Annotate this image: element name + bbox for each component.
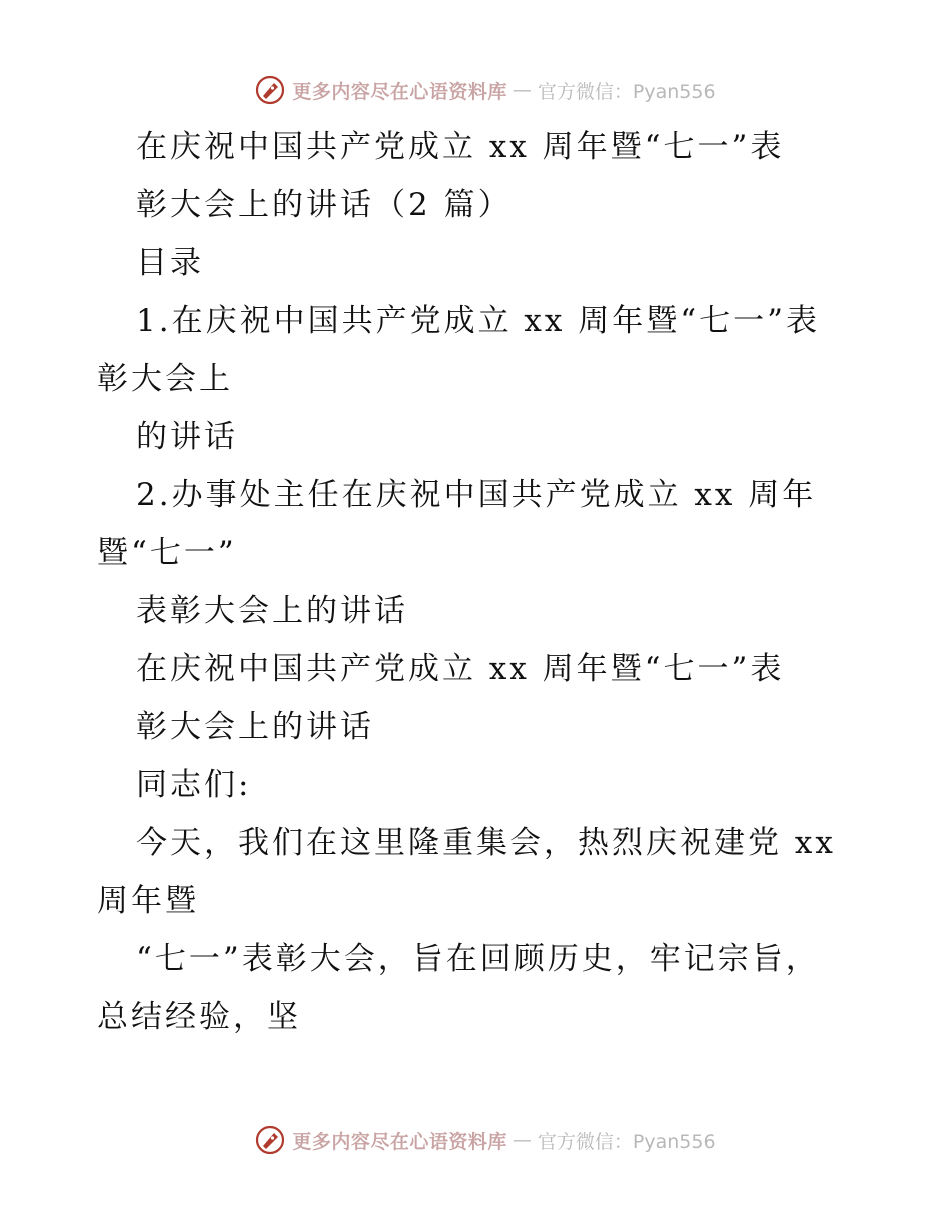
doc-title-line-2: 彰大会上的讲话（2 篇） [136, 187, 512, 223]
salutation: 同志们: [136, 767, 252, 803]
watermark-group [254, 74, 715, 106]
toc-item-1-line-3: 的讲话 [136, 419, 238, 455]
paragraph-line-2: 周年暨 [97, 883, 199, 919]
watermark-separator: — [512, 1129, 532, 1151]
header-watermark [0, 70, 950, 110]
toc-heading: 目录 [136, 245, 204, 281]
watermark-group [254, 1124, 715, 1156]
watermark-contact: 官方微信：Pyan556 [537, 1130, 716, 1153]
section-title-line-2: 彰大会上的讲话 [136, 709, 374, 745]
doc-title-line-1: 在庆祝中国共产党成立 xx 周年暨“七一”表 [136, 129, 785, 165]
footer-watermark [0, 1120, 950, 1160]
watermark-brand: 更多内容尽在心语资料库 [292, 80, 507, 103]
toc-item-2-line-1: 2.办事处主任在庆祝中国共产党成立 xx 周年 [136, 477, 817, 513]
toc-item-1-line-2: 彰大会上 [97, 361, 233, 397]
pen-nib-logo-icon [254, 1124, 286, 1156]
paragraph-line-4: 总结经验，坚 [97, 999, 301, 1035]
watermark-separator: — [512, 79, 532, 101]
pen-nib-logo-icon [254, 74, 286, 106]
paragraph-line-3: “七一”表彰大会，旨在回顾历史，牢记宗旨， [136, 941, 820, 977]
toc-item-2-line-3: 表彰大会上的讲话 [136, 593, 408, 629]
toc-item-2-line-2: 暨“七一” [97, 535, 237, 571]
section-title-line-1: 在庆祝中国共产党成立 xx 周年暨“七一”表 [136, 651, 785, 687]
toc-item-1-line-1: 1.在庆祝中国共产党成立 xx 周年暨“七一”表 [136, 303, 820, 339]
paragraph-line-1: 今天，我们在这里隆重集会，热烈庆祝建党 xx [136, 825, 836, 861]
watermark-contact: 官方微信：Pyan556 [537, 80, 716, 103]
watermark-brand: 更多内容尽在心语资料库 [292, 1130, 507, 1153]
